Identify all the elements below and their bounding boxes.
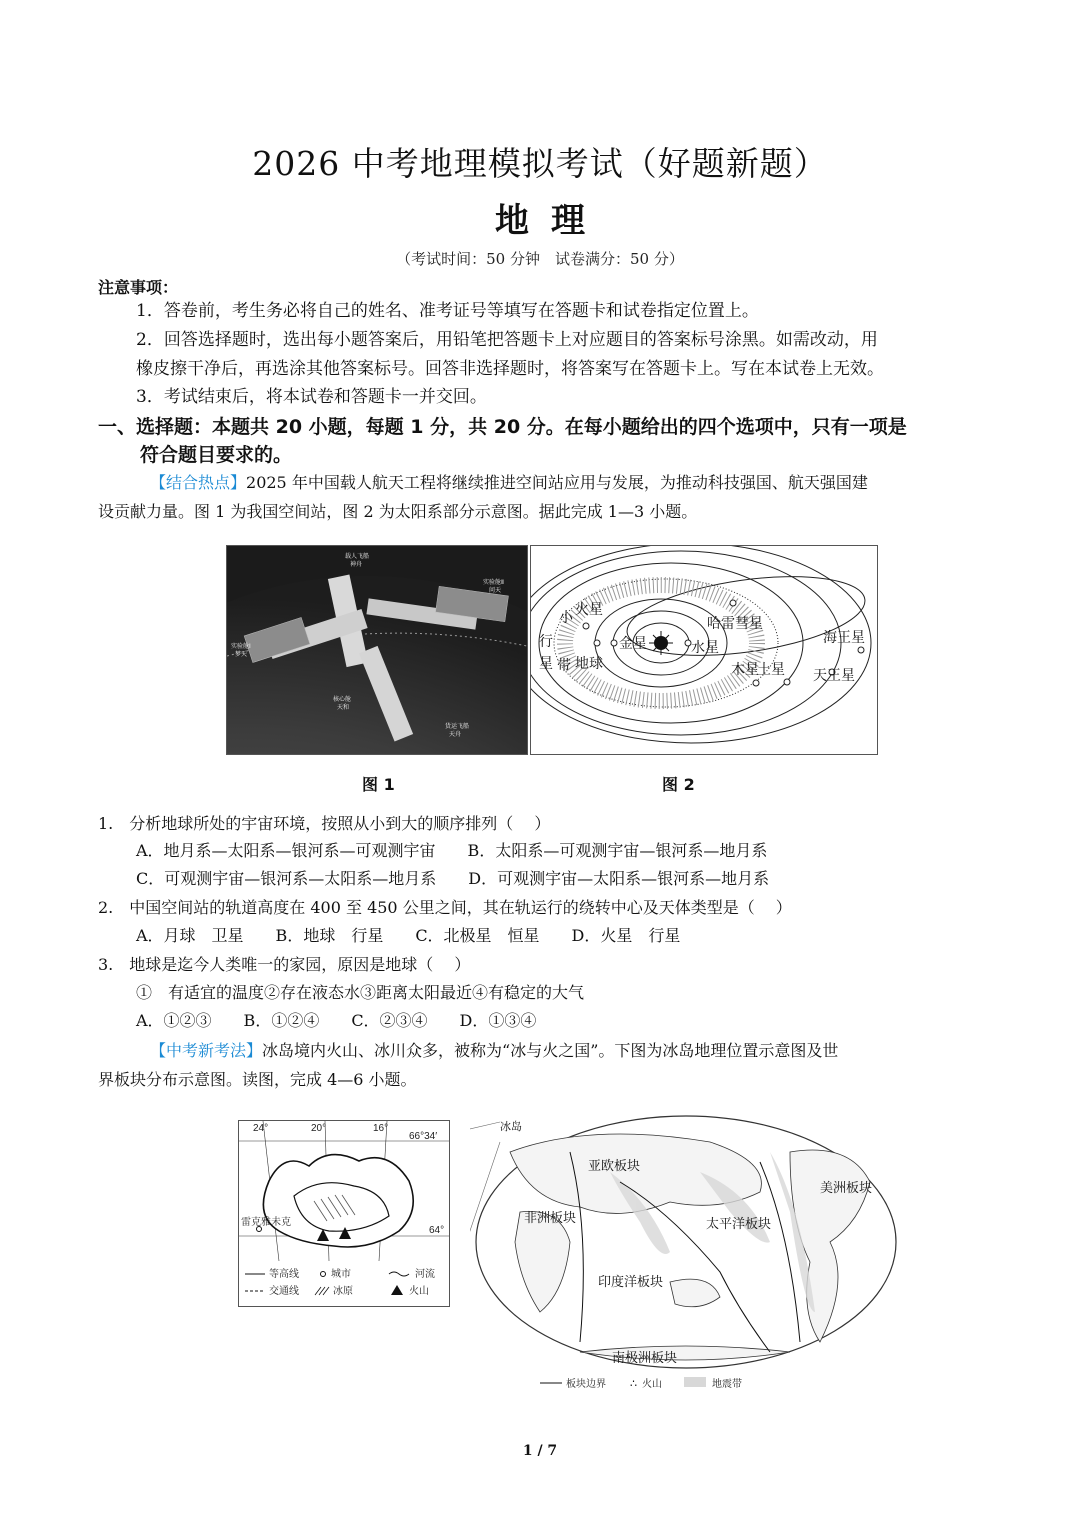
legend-road: 交通线 <box>269 1286 299 1297</box>
figure-1-space-station <box>226 545 528 755</box>
group2-tag: 【中考新考法】 <box>150 1041 263 1060</box>
exam-info: （考试时间：50 分钟 试卷满分：50 分） <box>396 250 684 268</box>
group1-text-2: 设贡献力量。图 1 为我国空间站，图 2 为太阳系部分示意图。据此完成 1—3 小题。 <box>98 502 698 521</box>
iceland-legend <box>245 1267 435 1297</box>
fig2-label-4: 星 <box>539 657 553 672</box>
legend-volcano: 火山 <box>409 1286 429 1297</box>
fig1-label-8: 天和 <box>337 705 350 711</box>
question-2-stem: 2. 中国空间站的轨道高度在 400 至 450 公里之间，其在轨运行的绕转中心及天体类型是（ ） <box>98 898 792 917</box>
fig1-label-2: 神舟 <box>350 562 363 568</box>
fig2-label-13: 天王星 <box>813 669 855 684</box>
legend-river: 河流 <box>415 1269 435 1280</box>
figure-2-caption: 图 2 <box>662 775 695 794</box>
world-label-american: 美洲板块 <box>820 1180 873 1195</box>
fig1-label-10: 天舟 <box>449 732 462 738</box>
note-item-1: 1．答卷前，考生务必将自己的姓名、准考证号等填写在答题卡和试卷指定位置上。 <box>136 301 759 321</box>
subject-title: 地理 <box>495 201 607 241</box>
fig2-label-9: 哈雷彗星 <box>707 617 763 632</box>
figure-1-caption: 图 1 <box>362 775 395 794</box>
iceland-lon-20: 20° <box>311 1123 327 1134</box>
group2-intro <box>98 1036 978 1094</box>
note-item-2: 2．回答选择题时，选出每小题答案后，用铅笔把答题卡上对应题目的答案标号涂黑。如需改动，用 <box>136 330 878 350</box>
question-1-options-row-2: C．可观测宇宙—银河系—太阳系—地月系 D．可观测宇宙—太阳系—银河系—地月系 <box>136 869 770 888</box>
legend-seismic-belt: 地震带 <box>712 1379 742 1390</box>
fig2-label-11: 木星 <box>731 663 759 678</box>
space-station-image <box>227 546 527 754</box>
page-number: 1 / 7 <box>522 1443 558 1459</box>
note-item-2-cont: 橡皮擦干净后，再选涂其他答案标号。回答非选择题时，将答案写在答题卡上。写在本试卷上无效。 <box>136 359 884 379</box>
fig2-label-3: 行 <box>539 635 553 650</box>
world-label-eurasian: 亚欧板块 <box>588 1158 641 1173</box>
fig1-label-1: 载人飞船 <box>345 554 370 560</box>
section-heading-line1: 一、选择题：本题共 20 小题，每题 1 分，共 20 分。在每小题给出的四个选项中，只有一项是 <box>98 416 907 438</box>
question-1-stem: 1. 分析地球所处的宇宙环境，按照从小到大的顺序排列（ ） <box>98 814 551 833</box>
fig2-label-5: 带 <box>557 659 571 674</box>
legend-plate-boundary: 板块边界 <box>566 1379 606 1390</box>
fig2-label-7: 地球 <box>575 657 603 672</box>
question-1-options-row-1: A．地月系—太阳系—银河系—可观测宇宙 B．太阳系—可观测宇宙—银河系—地月系 <box>136 841 768 860</box>
world-label-antarctic: 南极洲板块 <box>612 1350 678 1365</box>
fig2-label-6: 金星 <box>619 637 647 652</box>
world-plate-map-graphic <box>470 1112 902 1390</box>
legend-city: 城市 <box>331 1269 351 1280</box>
question-3-options-row-1: A．①②③ B．①②④ C．②③④ D．①③④ <box>136 1011 537 1030</box>
fig2-label-10: 海王星 <box>823 631 865 646</box>
iceland-lat-64: 64° <box>429 1225 445 1236</box>
group1-intro <box>98 468 978 526</box>
iceland-lon-16: 16° <box>373 1123 389 1134</box>
legend-contour: 等高线 <box>269 1269 299 1280</box>
fig1-label-4: 问天 <box>489 588 502 594</box>
notes-heading: 注意事项： <box>98 278 179 297</box>
solar-system-diagram <box>531 546 877 754</box>
world-legend <box>540 1377 742 1390</box>
section-heading-line2: 符合题目要求的。 <box>140 444 293 466</box>
question-2-options-row-1: A．月球 卫星 B．地球 行星 C．北极星 恒星 D．火星 行星 <box>136 926 681 945</box>
fig1-label-3: 实验舱Ⅱ <box>483 580 504 586</box>
exam-title: 2026 中考地理模拟考试（好题新题） <box>252 144 828 183</box>
iceland-map-graphic <box>239 1121 449 1306</box>
world-plate-map <box>470 1112 902 1390</box>
iceland-city-label: 雷克雅未克 <box>241 1217 291 1228</box>
fig2-label-2: 火星 <box>575 603 603 618</box>
world-label-indian: 印度洋板块 <box>598 1274 664 1289</box>
fig1-label-6: 梦天 <box>235 652 248 658</box>
group1-text-1: 2025 年中国载人航天工程将继续推进空间站应用与发展，为推动科技强国、航天强国建 <box>246 473 868 492</box>
iceland-lat-arctic: 66°34′ <box>409 1131 438 1142</box>
fig2-label-1: 小 <box>559 611 573 626</box>
iceland-location-map <box>238 1120 450 1307</box>
fig1-label-7: 核心舱 <box>333 697 352 703</box>
iceland-lon-24: 24° <box>253 1123 269 1134</box>
legend-icefield: 冰原 <box>333 1286 353 1297</box>
fig1-label-9: 货运飞船 <box>445 724 470 730</box>
fig2-label-12: 土星 <box>757 663 785 678</box>
legend-world-volcano: 火山 <box>642 1379 662 1390</box>
group2-text-1: 冰岛境内火山、冰川众多，被称为“冰与火之国”。下图为冰岛地理位置示意图及世 <box>262 1041 839 1060</box>
world-label-iceland: 冰岛 <box>500 1121 522 1133</box>
group2-text-2: 界板块分布示意图。读图，完成 4—6 小题。 <box>98 1070 417 1089</box>
svg-text:∴: ∴ <box>630 1377 637 1390</box>
group1-tag: 【结合热点】 <box>150 473 247 492</box>
fig2-label-8: 水星 <box>691 641 719 656</box>
fig1-label-5: 实验舱Ⅰ <box>231 644 251 650</box>
section-heading <box>98 413 988 469</box>
world-label-pacific: 太平洋板块 <box>706 1216 772 1231</box>
question-3-stem: 3. 地球是迄今人类唯一的家园，原因是地球（ ） <box>98 955 471 974</box>
question-3-statements: ① 有适宜的温度②存在液态水③距离太阳最近④有稳定的大气 <box>136 983 585 1002</box>
world-label-african: 非洲板块 <box>524 1210 577 1225</box>
figure-2-solar-system <box>530 545 878 755</box>
note-item-3: 3．考试结束后，将本试卷和答题卡一并交回。 <box>136 387 487 407</box>
